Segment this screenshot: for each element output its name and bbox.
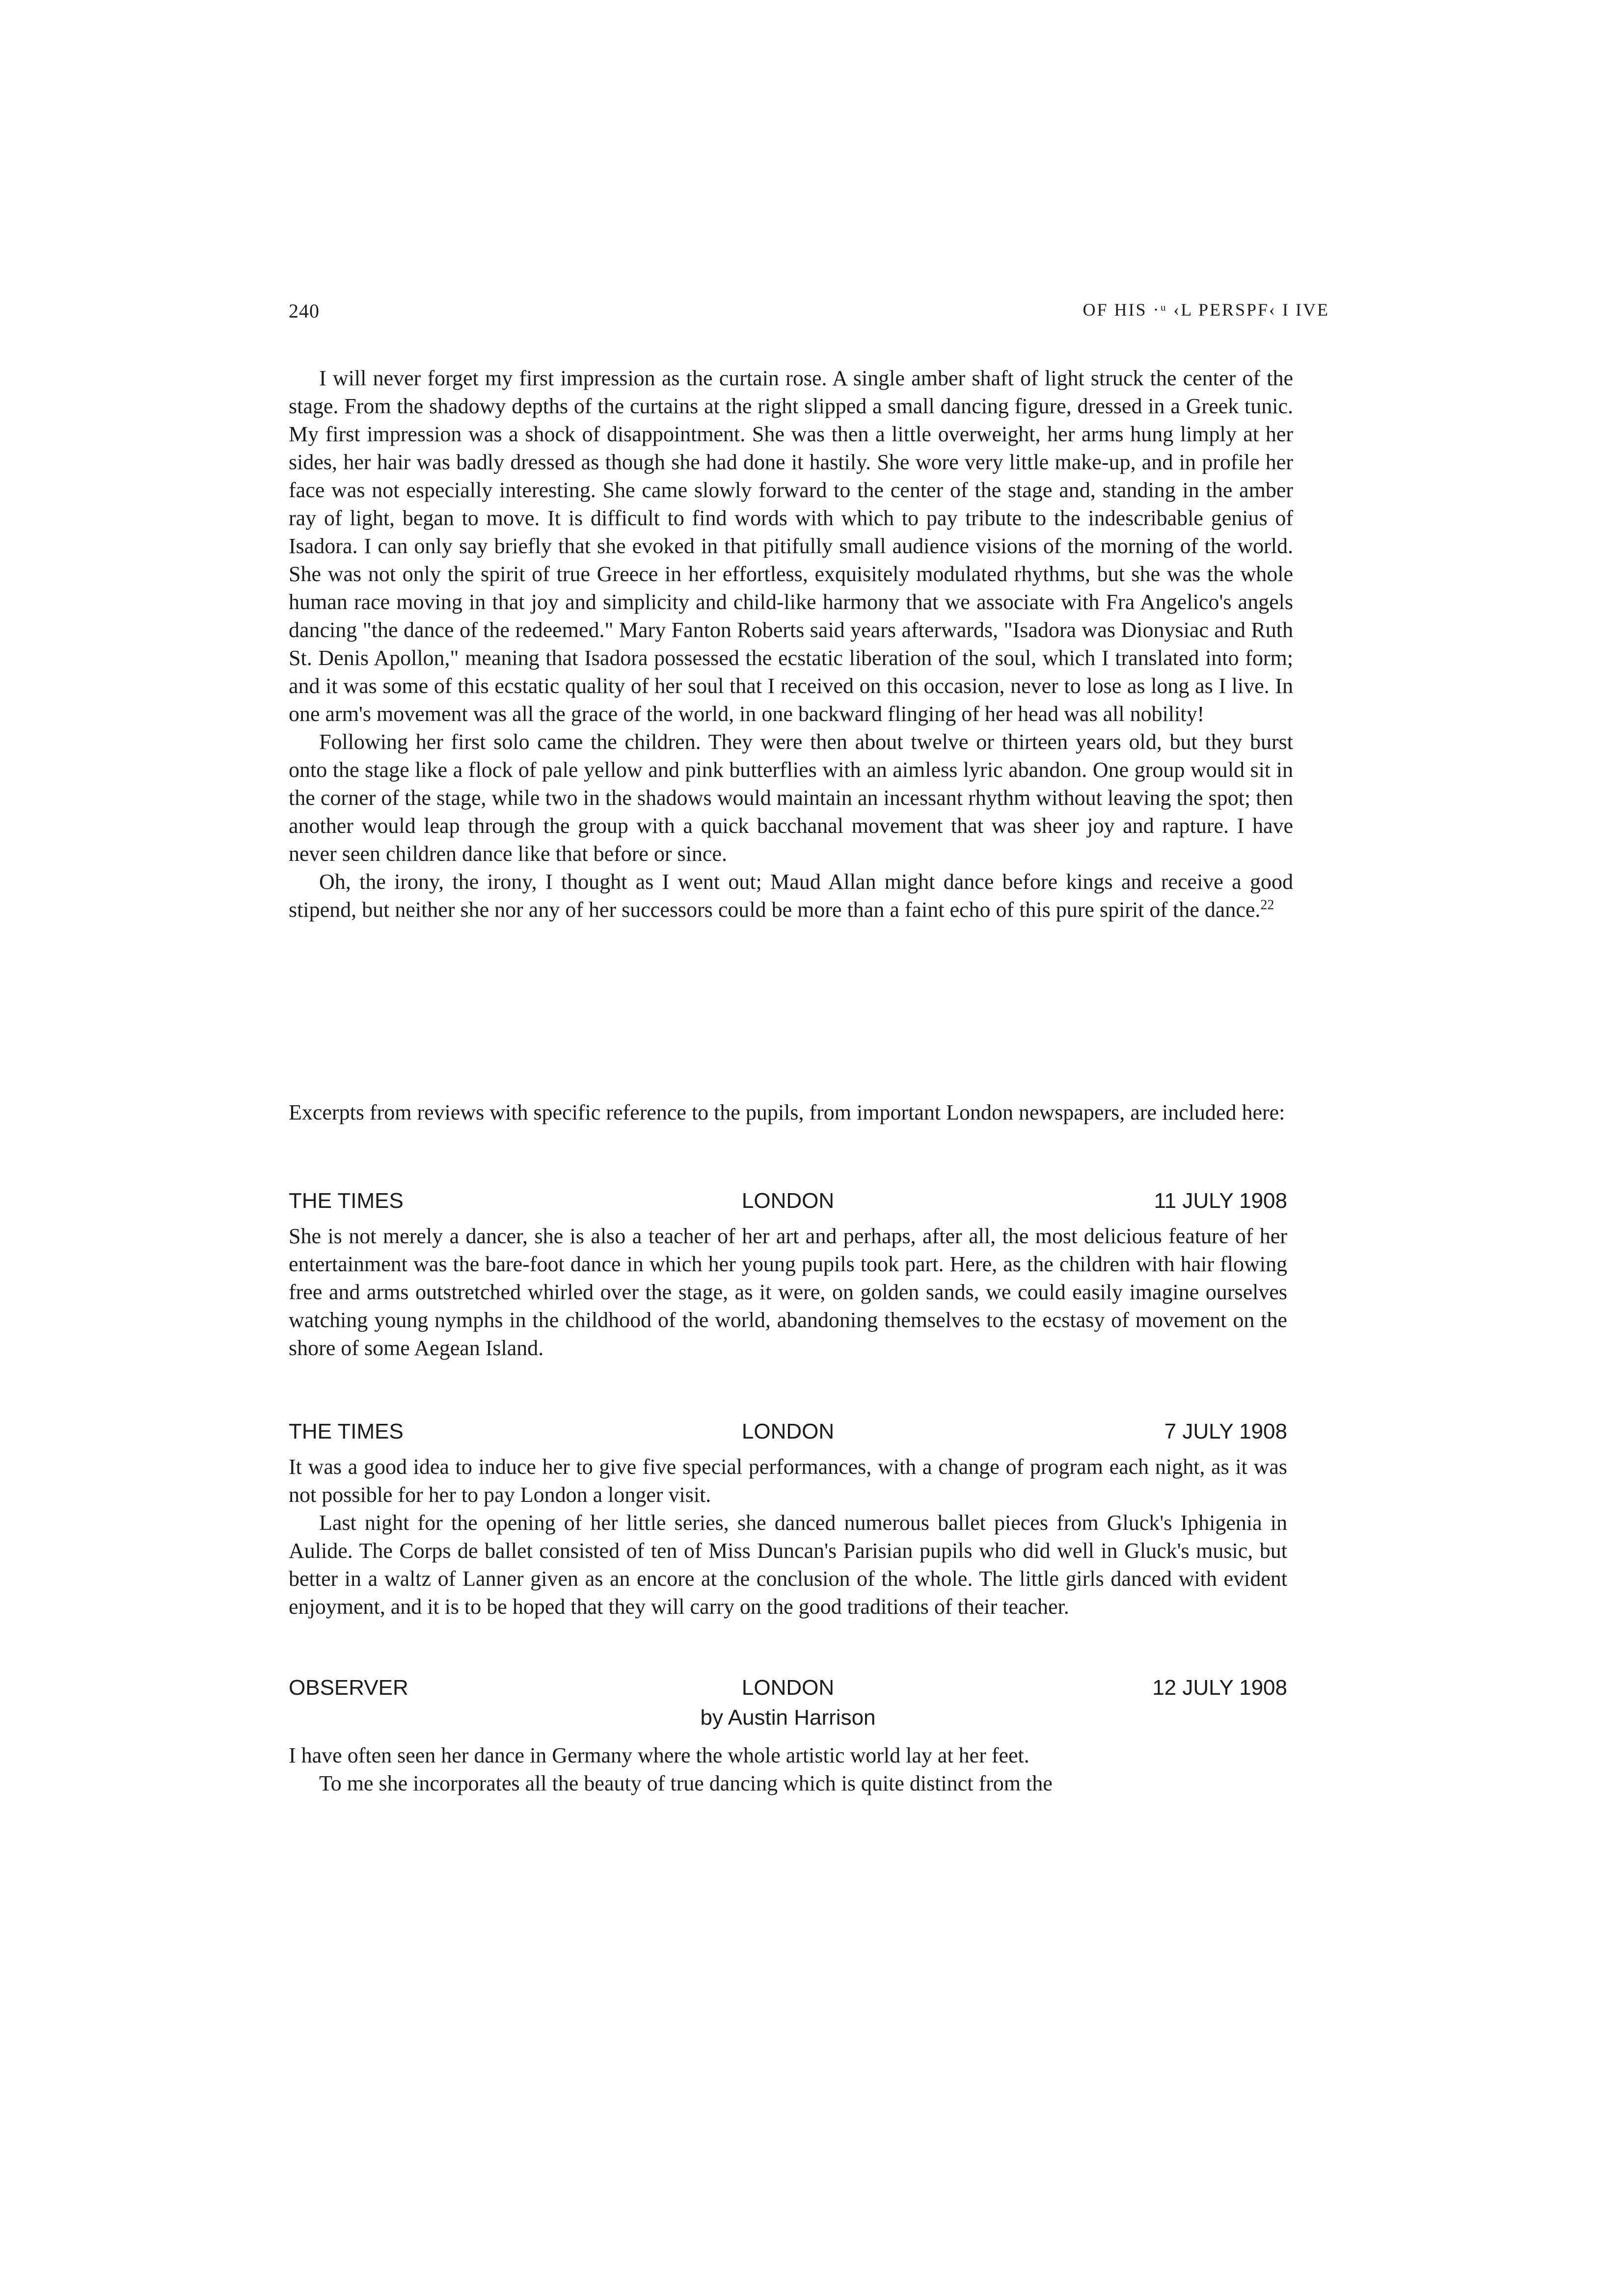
review-excerpt — [289, 1674, 1287, 1797]
running-head — [289, 299, 1329, 329]
newspaper-name: OBSERVER — [289, 1676, 408, 1700]
review-date: 7 JULY 1908 — [1164, 1419, 1287, 1443]
newspaper-name: THE TIMES — [289, 1419, 404, 1443]
quote-paragraph: I will never forget my first impression as the curtain rose. A single amber shaft of light struck the center of the stage. From the shadowy depths of the curtains at the right slipped a small dancing figure, dressed in a Greek tunic. My first impression was a shock of disappointment. She was then a little overweight, her arms hung limply at her sides, her hair was badly dressed as though she had done it hastily. She wore very little make-up, and in profile her face was not especially interesting. She came slowly forward to the center of the stage and, standing in the amber ray of light, began to move. It is difficult to find words with which to pay tribute to the indescribable genius of Isadora. I can only say briefly that she evoked in that pitifully small audience visions of the morning of the world. She was not only the spirit of true Greece in her effortless, exquisitely modulated rhythms, but she was the whole human race moving in that joy and simplicity and child-like harmony that we associate with Fra Angelico's angels dancing "the dance of the redeemed." Mary Fanton Roberts said years afterwards, "Isadora was Dionysiac and Ruth St. Denis Apollon," meaning that Isadora possessed the ecstatic liberation of the soul, which I translated into form; and it was some of this ecstatic quality of her soul that I received on this occasion, never to lose as long as I live. In one arm's movement was all the grace of the world, in one backward flinging of her head was all nobility! — [289, 366, 1293, 726]
review-paragraph: She is not merely a dancer, she is also a teacher of her art and perhaps, after all, the most delicious feature of her entertainment was the bare-foot dance in which her young pupils took part. Here, as the children with hair flowing free and arms outstretched whirled over the stage, as it were, on golden sands, we could easily imagine ourselves watching young nymphs in the childhood of the world, abandoning themselves to the ecstasy of movement on the shore of some Aegean Island. — [289, 1224, 1287, 1360]
running-title: OF HIS ·ᵘ ‹L PERSPF‹ I IVE — [1083, 300, 1329, 320]
page-number: 240 — [289, 300, 320, 322]
review-header — [289, 1674, 1287, 1703]
review-paragraph: Last night for the opening of her little series, she danced numerous ballet pieces from Gluck's Iphigenia in Aulide. The Corps de ballet consisted of ten of Miss Duncan's Parisian pupils who did well in Gluck's music, but better in a waltz of Lanner given as an encore at the conclusion of the whole. The little girls danced with evident enjoyment, and it is to be hoped that they will carry on the good traditions of their teacher. — [289, 1511, 1287, 1619]
review-city: LONDON — [741, 1419, 835, 1443]
quote-paragraph-text: Oh, the irony, the irony, I thought as I went out; Maud Allan might dance before kings and receive a good stipend, but neither she nor any of her successors could be more than a faint echo of this pure spirit of the dance. — [289, 870, 1293, 922]
quote-paragraph — [289, 868, 1293, 924]
review-excerpt — [289, 1187, 1287, 1362]
review-body — [289, 1741, 1287, 1797]
quoted-passage — [289, 364, 1293, 924]
footnote-reference: 22 — [1260, 897, 1274, 913]
review-date: 11 JULY 1908 — [1154, 1189, 1287, 1213]
review-header — [289, 1417, 1287, 1447]
review-body — [289, 1453, 1287, 1621]
intro-paragraph: Excerpts from reviews with specific reference to the pupils, from important London newspapers, are included here: — [289, 1100, 1285, 1124]
newspaper-name: THE TIMES — [289, 1189, 404, 1213]
review-excerpt — [289, 1417, 1287, 1621]
review-paragraph: To me she incorporates all the beauty of true dancing which is quite distinct from the — [319, 1771, 1053, 1795]
review-city: LONDON — [741, 1676, 835, 1700]
review-paragraph: I have often seen her dance in Germany where the whole artistic world lay at her feet. — [289, 1743, 1029, 1767]
review-paragraph: It was a good idea to induce her to give five special performances, with a change of program each night, as it was not possible for her to pay London a longer visit. — [289, 1455, 1287, 1507]
review-city: LONDON — [741, 1189, 835, 1213]
review-body — [289, 1222, 1287, 1362]
review-date: 12 JULY 1908 — [1152, 1676, 1287, 1700]
review-header — [289, 1187, 1287, 1216]
quote-paragraph: Following her first solo came the children. They were then about twelve or thirteen years old, but they burst onto the stage like a flock of pale yellow and pink butterflies with an aimless lyric abandon. One group would sit in the corner of the stage, while two in the shadows would maintain an incessant rhythm without leaving the spot; then another would leap through the group with a quick bacchanal movement that was sheer joy and rapture. I have never seen children dance like that before or since. — [289, 730, 1293, 866]
reviews-introduction — [289, 1098, 1293, 1126]
review-byline: by Austin Harrison — [700, 1706, 876, 1730]
